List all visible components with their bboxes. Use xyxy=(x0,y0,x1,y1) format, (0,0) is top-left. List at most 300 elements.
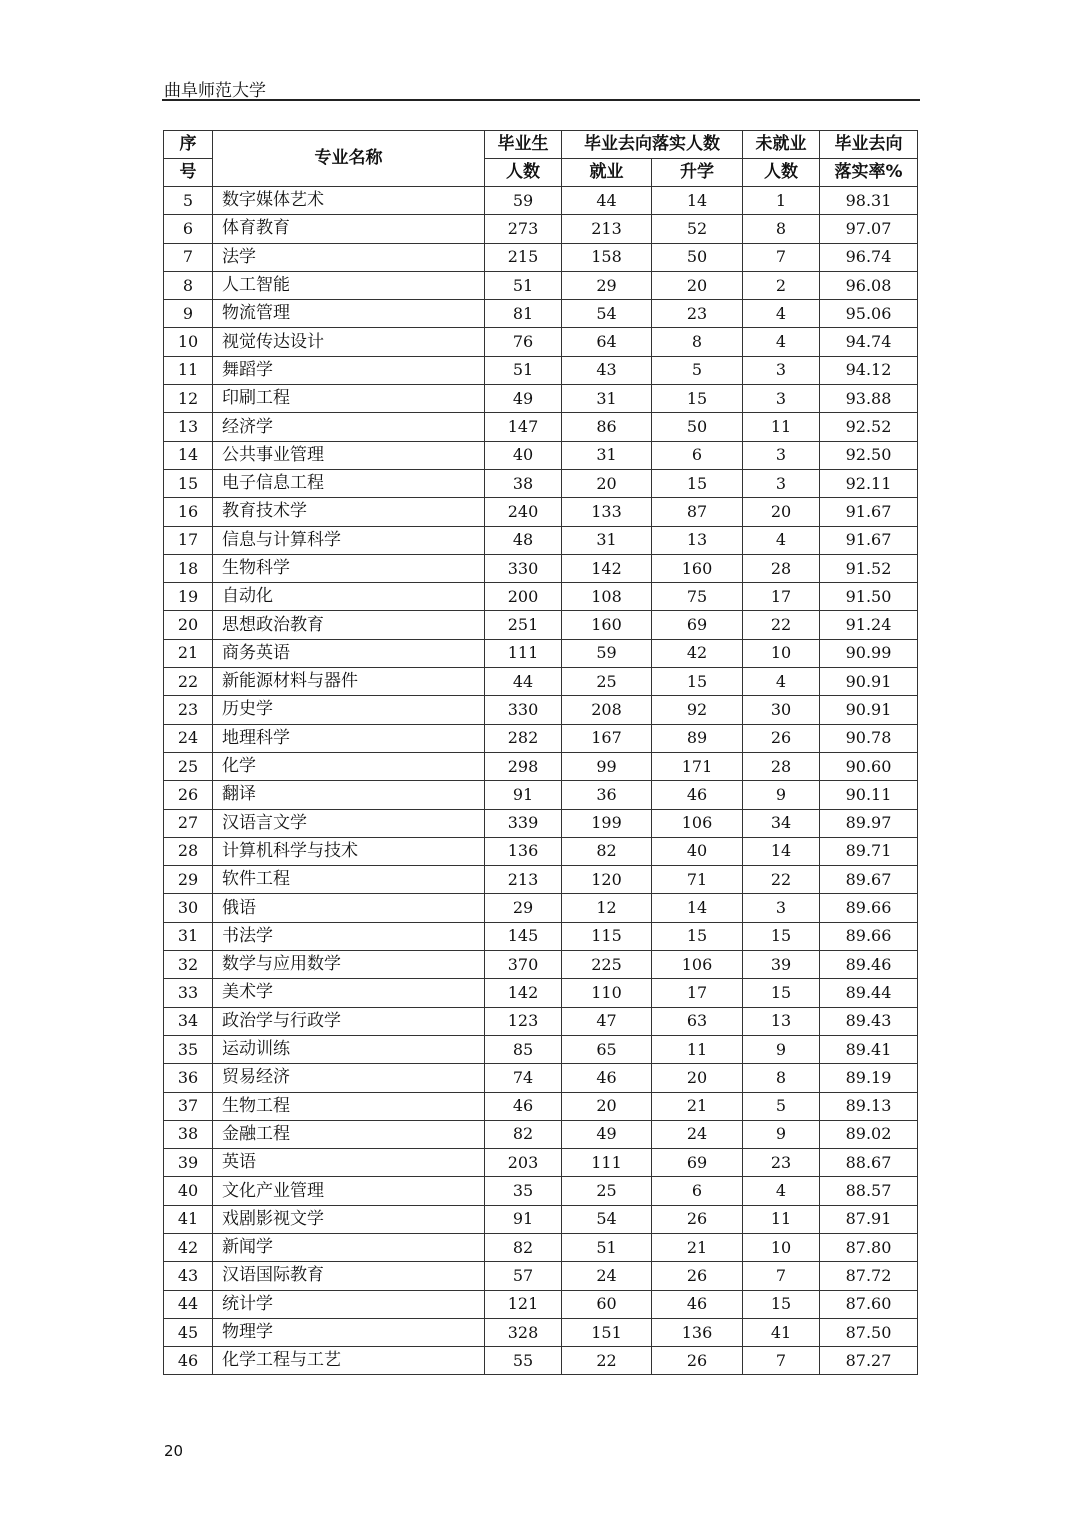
row-number: 20 xyxy=(164,611,213,639)
major-name: 物流管理 xyxy=(213,300,485,328)
table-row xyxy=(164,1092,918,1120)
further-study-count: 14 xyxy=(652,894,743,922)
employed-count: 20 xyxy=(562,469,652,497)
employed-count: 31 xyxy=(562,526,652,554)
employed-count: 54 xyxy=(562,300,652,328)
further-study-count: 42 xyxy=(652,639,743,667)
table-row xyxy=(164,1035,918,1063)
unemployed-count: 7 xyxy=(743,1262,820,1290)
graduates-count: 273 xyxy=(485,215,562,243)
placement-rate: 90.91 xyxy=(820,668,918,696)
major-name: 人工智能 xyxy=(213,271,485,299)
further-study-count: 171 xyxy=(652,752,743,780)
unemployed-count: 15 xyxy=(743,979,820,1007)
table-row xyxy=(164,894,918,922)
further-study-count: 50 xyxy=(652,413,743,441)
graduates-count: 330 xyxy=(485,696,562,724)
unemployed-count: 17 xyxy=(743,583,820,611)
row-number: 12 xyxy=(164,385,213,413)
graduates-count: 123 xyxy=(485,1007,562,1035)
row-number: 21 xyxy=(164,639,213,667)
row-number: 32 xyxy=(164,951,213,979)
graduates-count: 282 xyxy=(485,724,562,752)
major-name: 生物科学 xyxy=(213,554,485,582)
table-row xyxy=(164,979,918,1007)
unemployed-count: 23 xyxy=(743,1149,820,1177)
major-name: 汉语言文学 xyxy=(213,809,485,837)
graduates-count: 57 xyxy=(485,1262,562,1290)
graduates-count: 142 xyxy=(485,979,562,1007)
header-employed: 就业 xyxy=(562,159,652,187)
header-graduates-line1: 毕业生 xyxy=(485,131,562,159)
graduates-count: 147 xyxy=(485,413,562,441)
table-row xyxy=(164,809,918,837)
table-row xyxy=(164,441,918,469)
employed-count: 199 xyxy=(562,809,652,837)
major-name: 视觉传达设计 xyxy=(213,328,485,356)
placement-rate: 92.50 xyxy=(820,441,918,469)
table-row xyxy=(164,951,918,979)
unemployed-count: 5 xyxy=(743,1092,820,1120)
graduates-count: 121 xyxy=(485,1290,562,1318)
table-row xyxy=(164,837,918,865)
row-number: 26 xyxy=(164,781,213,809)
major-name: 地理科学 xyxy=(213,724,485,752)
row-number: 33 xyxy=(164,979,213,1007)
graduates-count: 76 xyxy=(485,328,562,356)
unemployed-count: 10 xyxy=(743,639,820,667)
row-number: 19 xyxy=(164,583,213,611)
further-study-count: 106 xyxy=(652,951,743,979)
header-divider xyxy=(162,99,920,101)
placement-rate: 96.74 xyxy=(820,243,918,271)
unemployed-count: 3 xyxy=(743,356,820,384)
row-number: 28 xyxy=(164,837,213,865)
further-study-count: 13 xyxy=(652,526,743,554)
further-study-count: 89 xyxy=(652,724,743,752)
employed-count: 25 xyxy=(562,1177,652,1205)
unemployed-count: 4 xyxy=(743,328,820,356)
major-name: 统计学 xyxy=(213,1290,485,1318)
major-name: 印刷工程 xyxy=(213,385,485,413)
further-study-count: 6 xyxy=(652,1177,743,1205)
graduates-count: 35 xyxy=(485,1177,562,1205)
unemployed-count: 7 xyxy=(743,243,820,271)
employed-count: 43 xyxy=(562,356,652,384)
unemployed-count: 11 xyxy=(743,1205,820,1233)
major-name: 化学工程与工艺 xyxy=(213,1347,485,1375)
placement-rate: 91.67 xyxy=(820,498,918,526)
table-row xyxy=(164,781,918,809)
unemployed-count: 1 xyxy=(743,187,820,215)
major-name: 商务英语 xyxy=(213,639,485,667)
further-study-count: 26 xyxy=(652,1205,743,1233)
employed-count: 115 xyxy=(562,922,652,950)
graduates-count: 59 xyxy=(485,187,562,215)
placement-rate: 92.11 xyxy=(820,469,918,497)
employed-count: 29 xyxy=(562,271,652,299)
unemployed-count: 8 xyxy=(743,1064,820,1092)
employed-count: 36 xyxy=(562,781,652,809)
placement-rate: 88.57 xyxy=(820,1177,918,1205)
placement-rate: 93.88 xyxy=(820,385,918,413)
row-number: 37 xyxy=(164,1092,213,1120)
further-study-count: 46 xyxy=(652,1290,743,1318)
table-row xyxy=(164,356,918,384)
major-name: 汉语国际教育 xyxy=(213,1262,485,1290)
row-number: 10 xyxy=(164,328,213,356)
major-name: 数学与应用数学 xyxy=(213,951,485,979)
row-number: 34 xyxy=(164,1007,213,1035)
table-row xyxy=(164,583,918,611)
further-study-count: 20 xyxy=(652,1064,743,1092)
row-number: 36 xyxy=(164,1064,213,1092)
placement-rate: 90.11 xyxy=(820,781,918,809)
further-study-count: 15 xyxy=(652,469,743,497)
row-number: 9 xyxy=(164,300,213,328)
further-study-count: 46 xyxy=(652,781,743,809)
table-row xyxy=(164,1318,918,1346)
placement-rate: 95.06 xyxy=(820,300,918,328)
row-number: 22 xyxy=(164,668,213,696)
further-study-count: 52 xyxy=(652,215,743,243)
major-name: 自动化 xyxy=(213,583,485,611)
table-row xyxy=(164,1205,918,1233)
major-name: 金融工程 xyxy=(213,1120,485,1148)
unemployed-count: 3 xyxy=(743,469,820,497)
table-row xyxy=(164,1233,918,1261)
unemployed-count: 3 xyxy=(743,441,820,469)
major-name: 美术学 xyxy=(213,979,485,1007)
placement-rate: 94.74 xyxy=(820,328,918,356)
employed-count: 213 xyxy=(562,215,652,243)
employed-count: 167 xyxy=(562,724,652,752)
employed-count: 64 xyxy=(562,328,652,356)
employed-count: 46 xyxy=(562,1064,652,1092)
graduates-count: 29 xyxy=(485,894,562,922)
placement-rate: 89.43 xyxy=(820,1007,918,1035)
placement-rate: 90.60 xyxy=(820,752,918,780)
employed-count: 51 xyxy=(562,1233,652,1261)
header-unemployed-line2: 人数 xyxy=(743,159,820,187)
employed-count: 142 xyxy=(562,554,652,582)
employed-count: 110 xyxy=(562,979,652,1007)
major-name: 思想政治教育 xyxy=(213,611,485,639)
further-study-count: 26 xyxy=(652,1347,743,1375)
unemployed-count: 10 xyxy=(743,1233,820,1261)
graduates-count: 298 xyxy=(485,752,562,780)
table-row xyxy=(164,1262,918,1290)
placement-rate: 89.44 xyxy=(820,979,918,1007)
further-study-count: 21 xyxy=(652,1092,743,1120)
major-name: 英语 xyxy=(213,1149,485,1177)
header-unemployed-line1: 未就业 xyxy=(743,131,820,159)
placement-rate: 91.67 xyxy=(820,526,918,554)
unemployed-count: 28 xyxy=(743,554,820,582)
employed-count: 111 xyxy=(562,1149,652,1177)
graduates-count: 370 xyxy=(485,951,562,979)
further-study-count: 8 xyxy=(652,328,743,356)
graduates-count: 145 xyxy=(485,922,562,950)
table-row xyxy=(164,385,918,413)
table-row xyxy=(164,243,918,271)
header-placed-count: 毕业去向落实人数 xyxy=(562,131,743,159)
employed-count: 31 xyxy=(562,385,652,413)
employed-count: 49 xyxy=(562,1120,652,1148)
placement-rate: 97.07 xyxy=(820,215,918,243)
graduates-count: 48 xyxy=(485,526,562,554)
employed-count: 225 xyxy=(562,951,652,979)
major-name: 运动训练 xyxy=(213,1035,485,1063)
graduates-count: 44 xyxy=(485,668,562,696)
employed-count: 25 xyxy=(562,668,652,696)
graduates-count: 203 xyxy=(485,1149,562,1177)
table-row xyxy=(164,469,918,497)
graduates-count: 330 xyxy=(485,554,562,582)
graduates-count: 200 xyxy=(485,583,562,611)
document-header-title: 曲阜师范大学 xyxy=(164,81,266,101)
unemployed-count: 39 xyxy=(743,951,820,979)
graduates-count: 240 xyxy=(485,498,562,526)
employed-count: 86 xyxy=(562,413,652,441)
unemployed-count: 41 xyxy=(743,1318,820,1346)
employed-count: 20 xyxy=(562,1092,652,1120)
placement-rate: 91.50 xyxy=(820,583,918,611)
row-number: 11 xyxy=(164,356,213,384)
row-number: 29 xyxy=(164,866,213,894)
major-name: 戏剧影视文学 xyxy=(213,1205,485,1233)
unemployed-count: 9 xyxy=(743,1120,820,1148)
table-row xyxy=(164,1120,918,1148)
placement-rate: 89.13 xyxy=(820,1092,918,1120)
employed-count: 60 xyxy=(562,1290,652,1318)
further-study-count: 21 xyxy=(652,1233,743,1261)
graduates-count: 85 xyxy=(485,1035,562,1063)
further-study-count: 160 xyxy=(652,554,743,582)
row-number: 6 xyxy=(164,215,213,243)
row-number: 31 xyxy=(164,922,213,950)
row-number: 42 xyxy=(164,1233,213,1261)
row-number: 46 xyxy=(164,1347,213,1375)
major-name: 物理学 xyxy=(213,1318,485,1346)
employed-count: 59 xyxy=(562,639,652,667)
placement-rate: 87.27 xyxy=(820,1347,918,1375)
employed-count: 151 xyxy=(562,1318,652,1346)
employed-count: 65 xyxy=(562,1035,652,1063)
table-row xyxy=(164,922,918,950)
table-row xyxy=(164,611,918,639)
employed-count: 82 xyxy=(562,837,652,865)
further-study-count: 75 xyxy=(652,583,743,611)
placement-rate: 96.08 xyxy=(820,271,918,299)
unemployed-count: 9 xyxy=(743,781,820,809)
major-name: 数字媒体艺术 xyxy=(213,187,485,215)
employed-count: 44 xyxy=(562,187,652,215)
major-name: 软件工程 xyxy=(213,866,485,894)
unemployed-count: 22 xyxy=(743,611,820,639)
placement-rate: 87.60 xyxy=(820,1290,918,1318)
row-number: 13 xyxy=(164,413,213,441)
placement-rate: 89.19 xyxy=(820,1064,918,1092)
unemployed-count: 15 xyxy=(743,922,820,950)
graduates-count: 215 xyxy=(485,243,562,271)
major-name: 政治学与行政学 xyxy=(213,1007,485,1035)
unemployed-count: 13 xyxy=(743,1007,820,1035)
page-number: 20 xyxy=(164,1442,184,1460)
table-row xyxy=(164,554,918,582)
row-number: 23 xyxy=(164,696,213,724)
graduates-count: 111 xyxy=(485,639,562,667)
major-name: 化学 xyxy=(213,752,485,780)
unemployed-count: 4 xyxy=(743,668,820,696)
employed-count: 108 xyxy=(562,583,652,611)
employed-count: 31 xyxy=(562,441,652,469)
major-name: 教育技术学 xyxy=(213,498,485,526)
unemployed-count: 15 xyxy=(743,1290,820,1318)
row-number: 18 xyxy=(164,554,213,582)
header-rate-line1: 毕业去向 xyxy=(820,131,918,159)
table-row xyxy=(164,300,918,328)
table-row xyxy=(164,187,918,215)
employed-count: 12 xyxy=(562,894,652,922)
unemployed-count: 2 xyxy=(743,271,820,299)
major-name: 翻译 xyxy=(213,781,485,809)
table-row xyxy=(164,215,918,243)
further-study-count: 14 xyxy=(652,187,743,215)
unemployed-count: 9 xyxy=(743,1035,820,1063)
unemployed-count: 20 xyxy=(743,498,820,526)
row-number: 14 xyxy=(164,441,213,469)
table-row xyxy=(164,1177,918,1205)
graduates-count: 91 xyxy=(485,781,562,809)
table-row xyxy=(164,866,918,894)
row-number: 43 xyxy=(164,1262,213,1290)
header-major-name: 专业名称 xyxy=(213,131,485,187)
further-study-count: 24 xyxy=(652,1120,743,1148)
placement-rate: 91.24 xyxy=(820,611,918,639)
graduates-count: 82 xyxy=(485,1233,562,1261)
further-study-count: 15 xyxy=(652,668,743,696)
unemployed-count: 34 xyxy=(743,809,820,837)
placement-rate: 89.46 xyxy=(820,951,918,979)
unemployed-count: 4 xyxy=(743,300,820,328)
unemployed-count: 4 xyxy=(743,526,820,554)
table-row xyxy=(164,1290,918,1318)
row-number: 17 xyxy=(164,526,213,554)
graduates-count: 46 xyxy=(485,1092,562,1120)
placement-rate: 87.91 xyxy=(820,1205,918,1233)
table-row xyxy=(164,328,918,356)
table-row xyxy=(164,1007,918,1035)
graduates-count: 82 xyxy=(485,1120,562,1148)
graduates-count: 328 xyxy=(485,1318,562,1346)
further-study-count: 106 xyxy=(652,809,743,837)
further-study-count: 136 xyxy=(652,1318,743,1346)
employed-count: 54 xyxy=(562,1205,652,1233)
graduates-count: 40 xyxy=(485,441,562,469)
further-study-count: 6 xyxy=(652,441,743,469)
placement-rate: 89.02 xyxy=(820,1120,918,1148)
placement-table xyxy=(163,130,918,1375)
placement-rate: 90.78 xyxy=(820,724,918,752)
placement-rate: 87.50 xyxy=(820,1318,918,1346)
graduates-count: 51 xyxy=(485,271,562,299)
major-name: 新能源材料与器件 xyxy=(213,668,485,696)
unemployed-count: 28 xyxy=(743,752,820,780)
employed-count: 133 xyxy=(562,498,652,526)
table-row xyxy=(164,696,918,724)
table-row xyxy=(164,724,918,752)
major-name: 新闻学 xyxy=(213,1233,485,1261)
header-rate-line2: 落实率% xyxy=(820,159,918,187)
table-row xyxy=(164,639,918,667)
row-number: 25 xyxy=(164,752,213,780)
table-row xyxy=(164,1347,918,1375)
graduates-count: 38 xyxy=(485,469,562,497)
table-body xyxy=(164,187,918,1375)
major-name: 文化产业管理 xyxy=(213,1177,485,1205)
row-number: 27 xyxy=(164,809,213,837)
placement-rate: 87.80 xyxy=(820,1233,918,1261)
further-study-count: 50 xyxy=(652,243,743,271)
major-name: 法学 xyxy=(213,243,485,271)
table-row xyxy=(164,752,918,780)
row-number: 7 xyxy=(164,243,213,271)
placement-rate: 92.52 xyxy=(820,413,918,441)
table-row xyxy=(164,526,918,554)
unemployed-count: 8 xyxy=(743,215,820,243)
table-row xyxy=(164,668,918,696)
unemployed-count: 30 xyxy=(743,696,820,724)
further-study-count: 40 xyxy=(652,837,743,865)
unemployed-count: 3 xyxy=(743,385,820,413)
placement-rate: 90.91 xyxy=(820,696,918,724)
major-name: 贸易经济 xyxy=(213,1064,485,1092)
placement-rate: 87.72 xyxy=(820,1262,918,1290)
row-number: 45 xyxy=(164,1318,213,1346)
further-study-count: 23 xyxy=(652,300,743,328)
table-row xyxy=(164,1064,918,1092)
graduates-count: 81 xyxy=(485,300,562,328)
graduates-count: 339 xyxy=(485,809,562,837)
further-study-count: 92 xyxy=(652,696,743,724)
unemployed-count: 11 xyxy=(743,413,820,441)
major-name: 历史学 xyxy=(213,696,485,724)
placement-rate: 89.67 xyxy=(820,866,918,894)
graduates-count: 55 xyxy=(485,1347,562,1375)
employed-count: 160 xyxy=(562,611,652,639)
further-study-count: 11 xyxy=(652,1035,743,1063)
placement-rate: 89.71 xyxy=(820,837,918,865)
major-name: 书法学 xyxy=(213,922,485,950)
further-study-count: 5 xyxy=(652,356,743,384)
further-study-count: 71 xyxy=(652,866,743,894)
major-name: 电子信息工程 xyxy=(213,469,485,497)
further-study-count: 15 xyxy=(652,385,743,413)
header-graduates-line2: 人数 xyxy=(485,159,562,187)
placement-rate: 88.67 xyxy=(820,1149,918,1177)
placement-rate: 98.31 xyxy=(820,187,918,215)
employed-count: 22 xyxy=(562,1347,652,1375)
graduates-count: 49 xyxy=(485,385,562,413)
table-row xyxy=(164,271,918,299)
further-study-count: 69 xyxy=(652,1149,743,1177)
graduates-count: 251 xyxy=(485,611,562,639)
placement-rate: 89.97 xyxy=(820,809,918,837)
employed-count: 24 xyxy=(562,1262,652,1290)
header-no-line2: 号 xyxy=(164,159,213,187)
row-number: 40 xyxy=(164,1177,213,1205)
